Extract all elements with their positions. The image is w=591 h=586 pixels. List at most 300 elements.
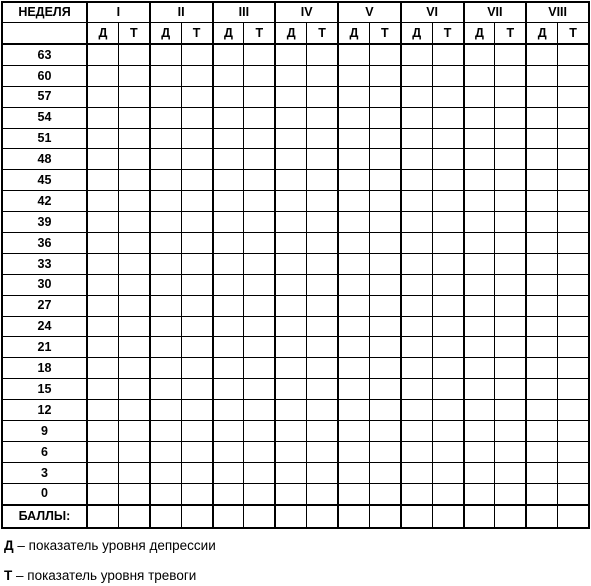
score-cell[interactable]: [150, 400, 181, 421]
score-cell[interactable]: [338, 86, 369, 107]
score-cell[interactable]: [118, 128, 149, 149]
score-cell[interactable]: [464, 191, 495, 212]
score-cell[interactable]: [213, 379, 244, 400]
score-cell[interactable]: [213, 149, 244, 170]
score-cell[interactable]: [526, 316, 557, 337]
score-cell[interactable]: [275, 86, 306, 107]
score-cell[interactable]: [307, 253, 338, 274]
score-cell[interactable]: [558, 233, 589, 254]
score-cell[interactable]: [432, 421, 463, 442]
score-cell[interactable]: [213, 441, 244, 462]
score-cell[interactable]: [181, 337, 212, 358]
score-cell[interactable]: [181, 316, 212, 337]
score-cell[interactable]: [150, 295, 181, 316]
score-cell[interactable]: [118, 86, 149, 107]
score-cell[interactable]: [338, 274, 369, 295]
score-cell[interactable]: [307, 274, 338, 295]
score-cell[interactable]: [307, 233, 338, 254]
score-cell[interactable]: [307, 170, 338, 191]
score-cell[interactable]: [87, 462, 118, 483]
score-cell[interactable]: [150, 274, 181, 295]
score-cell[interactable]: [495, 379, 526, 400]
score-cell[interactable]: [558, 274, 589, 295]
score-cell[interactable]: [432, 170, 463, 191]
score-cell[interactable]: [338, 295, 369, 316]
score-cell[interactable]: [244, 44, 275, 65]
score-cell[interactable]: [369, 358, 400, 379]
score-cell[interactable]: [401, 170, 432, 191]
score-cell[interactable]: [244, 233, 275, 254]
score-cell[interactable]: [150, 253, 181, 274]
score-cell[interactable]: [401, 441, 432, 462]
score-cell[interactable]: [87, 505, 118, 528]
score-cell[interactable]: [244, 379, 275, 400]
score-cell[interactable]: [118, 170, 149, 191]
score-cell[interactable]: [432, 441, 463, 462]
score-cell[interactable]: [338, 128, 369, 149]
score-cell[interactable]: [401, 462, 432, 483]
score-cell[interactable]: [526, 212, 557, 233]
score-cell[interactable]: [150, 128, 181, 149]
score-cell[interactable]: [401, 379, 432, 400]
score-cell[interactable]: [526, 149, 557, 170]
score-cell[interactable]: [526, 400, 557, 421]
score-cell[interactable]: [87, 107, 118, 128]
score-cell[interactable]: [181, 483, 212, 504]
score-cell[interactable]: [150, 191, 181, 212]
score-cell[interactable]: [432, 149, 463, 170]
score-cell[interactable]: [150, 462, 181, 483]
score-cell[interactable]: [118, 358, 149, 379]
score-cell[interactable]: [338, 253, 369, 274]
score-cell[interactable]: [118, 441, 149, 462]
score-cell[interactable]: [401, 212, 432, 233]
score-cell[interactable]: [213, 483, 244, 504]
score-cell[interactable]: [526, 379, 557, 400]
score-cell[interactable]: [118, 421, 149, 442]
score-cell[interactable]: [118, 462, 149, 483]
score-cell[interactable]: [369, 274, 400, 295]
score-cell[interactable]: [87, 65, 118, 86]
score-cell[interactable]: [150, 337, 181, 358]
score-cell[interactable]: [87, 86, 118, 107]
score-cell[interactable]: [526, 337, 557, 358]
score-cell[interactable]: [558, 86, 589, 107]
score-cell[interactable]: [307, 86, 338, 107]
score-cell[interactable]: [150, 358, 181, 379]
score-cell[interactable]: [338, 421, 369, 442]
score-cell[interactable]: [401, 505, 432, 528]
score-cell[interactable]: [369, 253, 400, 274]
score-cell[interactable]: [369, 316, 400, 337]
score-cell[interactable]: [432, 128, 463, 149]
score-cell[interactable]: [369, 233, 400, 254]
score-cell[interactable]: [307, 337, 338, 358]
score-cell[interactable]: [213, 107, 244, 128]
score-cell[interactable]: [213, 233, 244, 254]
score-cell[interactable]: [275, 233, 306, 254]
score-cell[interactable]: [432, 274, 463, 295]
score-cell[interactable]: [338, 316, 369, 337]
score-cell[interactable]: [150, 483, 181, 504]
score-cell[interactable]: [181, 400, 212, 421]
score-cell[interactable]: [526, 44, 557, 65]
score-cell[interactable]: [432, 505, 463, 528]
score-cell[interactable]: [213, 128, 244, 149]
score-cell[interactable]: [150, 86, 181, 107]
score-cell[interactable]: [432, 379, 463, 400]
score-cell[interactable]: [275, 128, 306, 149]
score-cell[interactable]: [338, 400, 369, 421]
score-cell[interactable]: [244, 295, 275, 316]
score-cell[interactable]: [401, 107, 432, 128]
score-cell[interactable]: [526, 274, 557, 295]
score-cell[interactable]: [526, 191, 557, 212]
score-cell[interactable]: [213, 65, 244, 86]
score-cell[interactable]: [495, 483, 526, 504]
score-cell[interactable]: [150, 107, 181, 128]
score-cell[interactable]: [275, 505, 306, 528]
score-cell[interactable]: [495, 128, 526, 149]
score-cell[interactable]: [338, 233, 369, 254]
score-cell[interactable]: [244, 128, 275, 149]
score-cell[interactable]: [87, 233, 118, 254]
score-cell[interactable]: [338, 65, 369, 86]
score-cell[interactable]: [526, 295, 557, 316]
score-cell[interactable]: [244, 274, 275, 295]
score-cell[interactable]: [558, 170, 589, 191]
score-cell[interactable]: [558, 107, 589, 128]
score-cell[interactable]: [558, 149, 589, 170]
score-cell[interactable]: [338, 212, 369, 233]
score-cell[interactable]: [181, 421, 212, 442]
score-cell[interactable]: [244, 65, 275, 86]
score-cell[interactable]: [495, 316, 526, 337]
score-cell[interactable]: [307, 128, 338, 149]
score-cell[interactable]: [118, 253, 149, 274]
score-cell[interactable]: [244, 253, 275, 274]
score-cell[interactable]: [181, 149, 212, 170]
score-cell[interactable]: [244, 170, 275, 191]
score-cell[interactable]: [118, 379, 149, 400]
score-cell[interactable]: [369, 379, 400, 400]
score-cell[interactable]: [401, 358, 432, 379]
score-cell[interactable]: [464, 149, 495, 170]
score-cell[interactable]: [307, 191, 338, 212]
score-cell[interactable]: [87, 441, 118, 462]
score-cell[interactable]: [213, 462, 244, 483]
score-cell[interactable]: [526, 128, 557, 149]
score-cell[interactable]: [432, 212, 463, 233]
score-cell[interactable]: [495, 65, 526, 86]
score-cell[interactable]: [118, 316, 149, 337]
score-cell[interactable]: [307, 295, 338, 316]
score-cell[interactable]: [307, 316, 338, 337]
score-cell[interactable]: [401, 65, 432, 86]
score-cell[interactable]: [338, 379, 369, 400]
score-cell[interactable]: [432, 233, 463, 254]
score-cell[interactable]: [369, 421, 400, 442]
score-cell[interactable]: [118, 107, 149, 128]
score-cell[interactable]: [118, 400, 149, 421]
score-cell[interactable]: [181, 191, 212, 212]
score-cell[interactable]: [369, 483, 400, 504]
score-cell[interactable]: [275, 337, 306, 358]
score-cell[interactable]: [87, 212, 118, 233]
score-cell[interactable]: [244, 337, 275, 358]
score-cell[interactable]: [307, 483, 338, 504]
score-cell[interactable]: [181, 65, 212, 86]
score-cell[interactable]: [558, 505, 589, 528]
score-cell[interactable]: [464, 253, 495, 274]
score-cell[interactable]: [275, 400, 306, 421]
score-cell[interactable]: [118, 505, 149, 528]
score-cell[interactable]: [338, 337, 369, 358]
score-cell[interactable]: [495, 358, 526, 379]
score-cell[interactable]: [558, 44, 589, 65]
score-cell[interactable]: [244, 421, 275, 442]
score-cell[interactable]: [244, 483, 275, 504]
score-cell[interactable]: [181, 379, 212, 400]
score-cell[interactable]: [150, 316, 181, 337]
score-cell[interactable]: [307, 149, 338, 170]
score-cell[interactable]: [464, 421, 495, 442]
score-cell[interactable]: [401, 86, 432, 107]
score-cell[interactable]: [464, 441, 495, 462]
score-cell[interactable]: [338, 191, 369, 212]
score-cell[interactable]: [464, 212, 495, 233]
score-cell[interactable]: [307, 505, 338, 528]
score-cell[interactable]: [338, 149, 369, 170]
score-cell[interactable]: [87, 274, 118, 295]
score-cell[interactable]: [495, 295, 526, 316]
score-cell[interactable]: [369, 128, 400, 149]
score-cell[interactable]: [275, 212, 306, 233]
score-cell[interactable]: [464, 65, 495, 86]
score-cell[interactable]: [150, 170, 181, 191]
score-cell[interactable]: [150, 233, 181, 254]
score-cell[interactable]: [526, 505, 557, 528]
score-cell[interactable]: [118, 191, 149, 212]
score-cell[interactable]: [87, 379, 118, 400]
score-cell[interactable]: [495, 421, 526, 442]
score-cell[interactable]: [495, 505, 526, 528]
score-cell[interactable]: [181, 358, 212, 379]
score-cell[interactable]: [150, 505, 181, 528]
score-cell[interactable]: [369, 65, 400, 86]
score-cell[interactable]: [401, 316, 432, 337]
score-cell[interactable]: [307, 421, 338, 442]
score-cell[interactable]: [464, 44, 495, 65]
score-cell[interactable]: [181, 233, 212, 254]
score-cell[interactable]: [181, 441, 212, 462]
score-cell[interactable]: [118, 337, 149, 358]
score-cell[interactable]: [307, 441, 338, 462]
score-cell[interactable]: [432, 358, 463, 379]
score-cell[interactable]: [432, 295, 463, 316]
score-cell[interactable]: [558, 316, 589, 337]
score-cell[interactable]: [181, 107, 212, 128]
score-cell[interactable]: [275, 316, 306, 337]
score-cell[interactable]: [181, 212, 212, 233]
score-cell[interactable]: [432, 191, 463, 212]
score-cell[interactable]: [307, 400, 338, 421]
score-cell[interactable]: [401, 274, 432, 295]
score-cell[interactable]: [244, 107, 275, 128]
score-cell[interactable]: [87, 128, 118, 149]
score-cell[interactable]: [87, 149, 118, 170]
score-cell[interactable]: [401, 421, 432, 442]
score-cell[interactable]: [275, 149, 306, 170]
score-cell[interactable]: [558, 253, 589, 274]
score-cell[interactable]: [464, 337, 495, 358]
score-cell[interactable]: [369, 505, 400, 528]
score-cell[interactable]: [244, 316, 275, 337]
score-cell[interactable]: [526, 462, 557, 483]
score-cell[interactable]: [275, 379, 306, 400]
score-cell[interactable]: [495, 191, 526, 212]
score-cell[interactable]: [401, 44, 432, 65]
score-cell[interactable]: [118, 65, 149, 86]
score-cell[interactable]: [369, 191, 400, 212]
score-cell[interactable]: [150, 379, 181, 400]
score-cell[interactable]: [495, 337, 526, 358]
score-cell[interactable]: [275, 274, 306, 295]
score-cell[interactable]: [118, 212, 149, 233]
score-cell[interactable]: [558, 212, 589, 233]
score-cell[interactable]: [432, 253, 463, 274]
score-cell[interactable]: [558, 379, 589, 400]
score-cell[interactable]: [150, 421, 181, 442]
score-cell[interactable]: [432, 462, 463, 483]
score-cell[interactable]: [464, 86, 495, 107]
score-cell[interactable]: [213, 337, 244, 358]
score-cell[interactable]: [307, 358, 338, 379]
score-cell[interactable]: [150, 149, 181, 170]
score-cell[interactable]: [464, 462, 495, 483]
score-cell[interactable]: [275, 44, 306, 65]
score-cell[interactable]: [526, 233, 557, 254]
score-cell[interactable]: [275, 191, 306, 212]
score-cell[interactable]: [464, 233, 495, 254]
score-cell[interactable]: [213, 212, 244, 233]
score-cell[interactable]: [464, 483, 495, 504]
score-cell[interactable]: [181, 170, 212, 191]
score-cell[interactable]: [181, 505, 212, 528]
score-cell[interactable]: [495, 233, 526, 254]
score-cell[interactable]: [526, 86, 557, 107]
score-cell[interactable]: [464, 295, 495, 316]
score-cell[interactable]: [401, 128, 432, 149]
score-cell[interactable]: [87, 316, 118, 337]
score-cell[interactable]: [275, 462, 306, 483]
score-cell[interactable]: [464, 316, 495, 337]
score-cell[interactable]: [307, 212, 338, 233]
score-cell[interactable]: [118, 233, 149, 254]
score-cell[interactable]: [369, 337, 400, 358]
score-cell[interactable]: [118, 44, 149, 65]
score-cell[interactable]: [307, 462, 338, 483]
score-cell[interactable]: [558, 421, 589, 442]
score-cell[interactable]: [526, 170, 557, 191]
score-cell[interactable]: [244, 462, 275, 483]
score-cell[interactable]: [338, 462, 369, 483]
score-cell[interactable]: [213, 44, 244, 65]
score-cell[interactable]: [432, 316, 463, 337]
score-cell[interactable]: [495, 400, 526, 421]
score-cell[interactable]: [401, 337, 432, 358]
score-cell[interactable]: [338, 483, 369, 504]
score-cell[interactable]: [87, 483, 118, 504]
score-cell[interactable]: [495, 107, 526, 128]
score-cell[interactable]: [244, 400, 275, 421]
score-cell[interactable]: [558, 358, 589, 379]
score-cell[interactable]: [244, 441, 275, 462]
score-cell[interactable]: [369, 441, 400, 462]
score-cell[interactable]: [213, 295, 244, 316]
score-cell[interactable]: [558, 191, 589, 212]
score-cell[interactable]: [464, 170, 495, 191]
score-cell[interactable]: [87, 358, 118, 379]
score-cell[interactable]: [213, 274, 244, 295]
score-cell[interactable]: [369, 86, 400, 107]
score-cell[interactable]: [526, 107, 557, 128]
score-cell[interactable]: [181, 86, 212, 107]
score-cell[interactable]: [526, 441, 557, 462]
score-cell[interactable]: [181, 462, 212, 483]
score-cell[interactable]: [244, 358, 275, 379]
score-cell[interactable]: [495, 86, 526, 107]
score-cell[interactable]: [464, 274, 495, 295]
score-cell[interactable]: [87, 253, 118, 274]
score-cell[interactable]: [432, 107, 463, 128]
score-cell[interactable]: [213, 191, 244, 212]
score-cell[interactable]: [464, 107, 495, 128]
score-cell[interactable]: [275, 358, 306, 379]
score-cell[interactable]: [495, 44, 526, 65]
score-cell[interactable]: [401, 191, 432, 212]
score-cell[interactable]: [118, 483, 149, 504]
score-cell[interactable]: [526, 358, 557, 379]
score-cell[interactable]: [213, 316, 244, 337]
score-cell[interactable]: [464, 128, 495, 149]
score-cell[interactable]: [275, 170, 306, 191]
score-cell[interactable]: [307, 44, 338, 65]
score-cell[interactable]: [432, 400, 463, 421]
score-cell[interactable]: [307, 379, 338, 400]
score-cell[interactable]: [338, 107, 369, 128]
score-cell[interactable]: [369, 462, 400, 483]
score-cell[interactable]: [244, 86, 275, 107]
score-cell[interactable]: [558, 400, 589, 421]
score-cell[interactable]: [275, 441, 306, 462]
score-cell[interactable]: [558, 483, 589, 504]
score-cell[interactable]: [558, 337, 589, 358]
score-cell[interactable]: [118, 149, 149, 170]
score-cell[interactable]: [401, 400, 432, 421]
score-cell[interactable]: [213, 170, 244, 191]
score-cell[interactable]: [464, 505, 495, 528]
score-cell[interactable]: [338, 170, 369, 191]
score-cell[interactable]: [307, 65, 338, 86]
score-cell[interactable]: [495, 441, 526, 462]
score-cell[interactable]: [401, 483, 432, 504]
score-cell[interactable]: [495, 462, 526, 483]
score-cell[interactable]: [213, 358, 244, 379]
score-cell[interactable]: [526, 65, 557, 86]
score-cell[interactable]: [87, 400, 118, 421]
score-cell[interactable]: [464, 358, 495, 379]
